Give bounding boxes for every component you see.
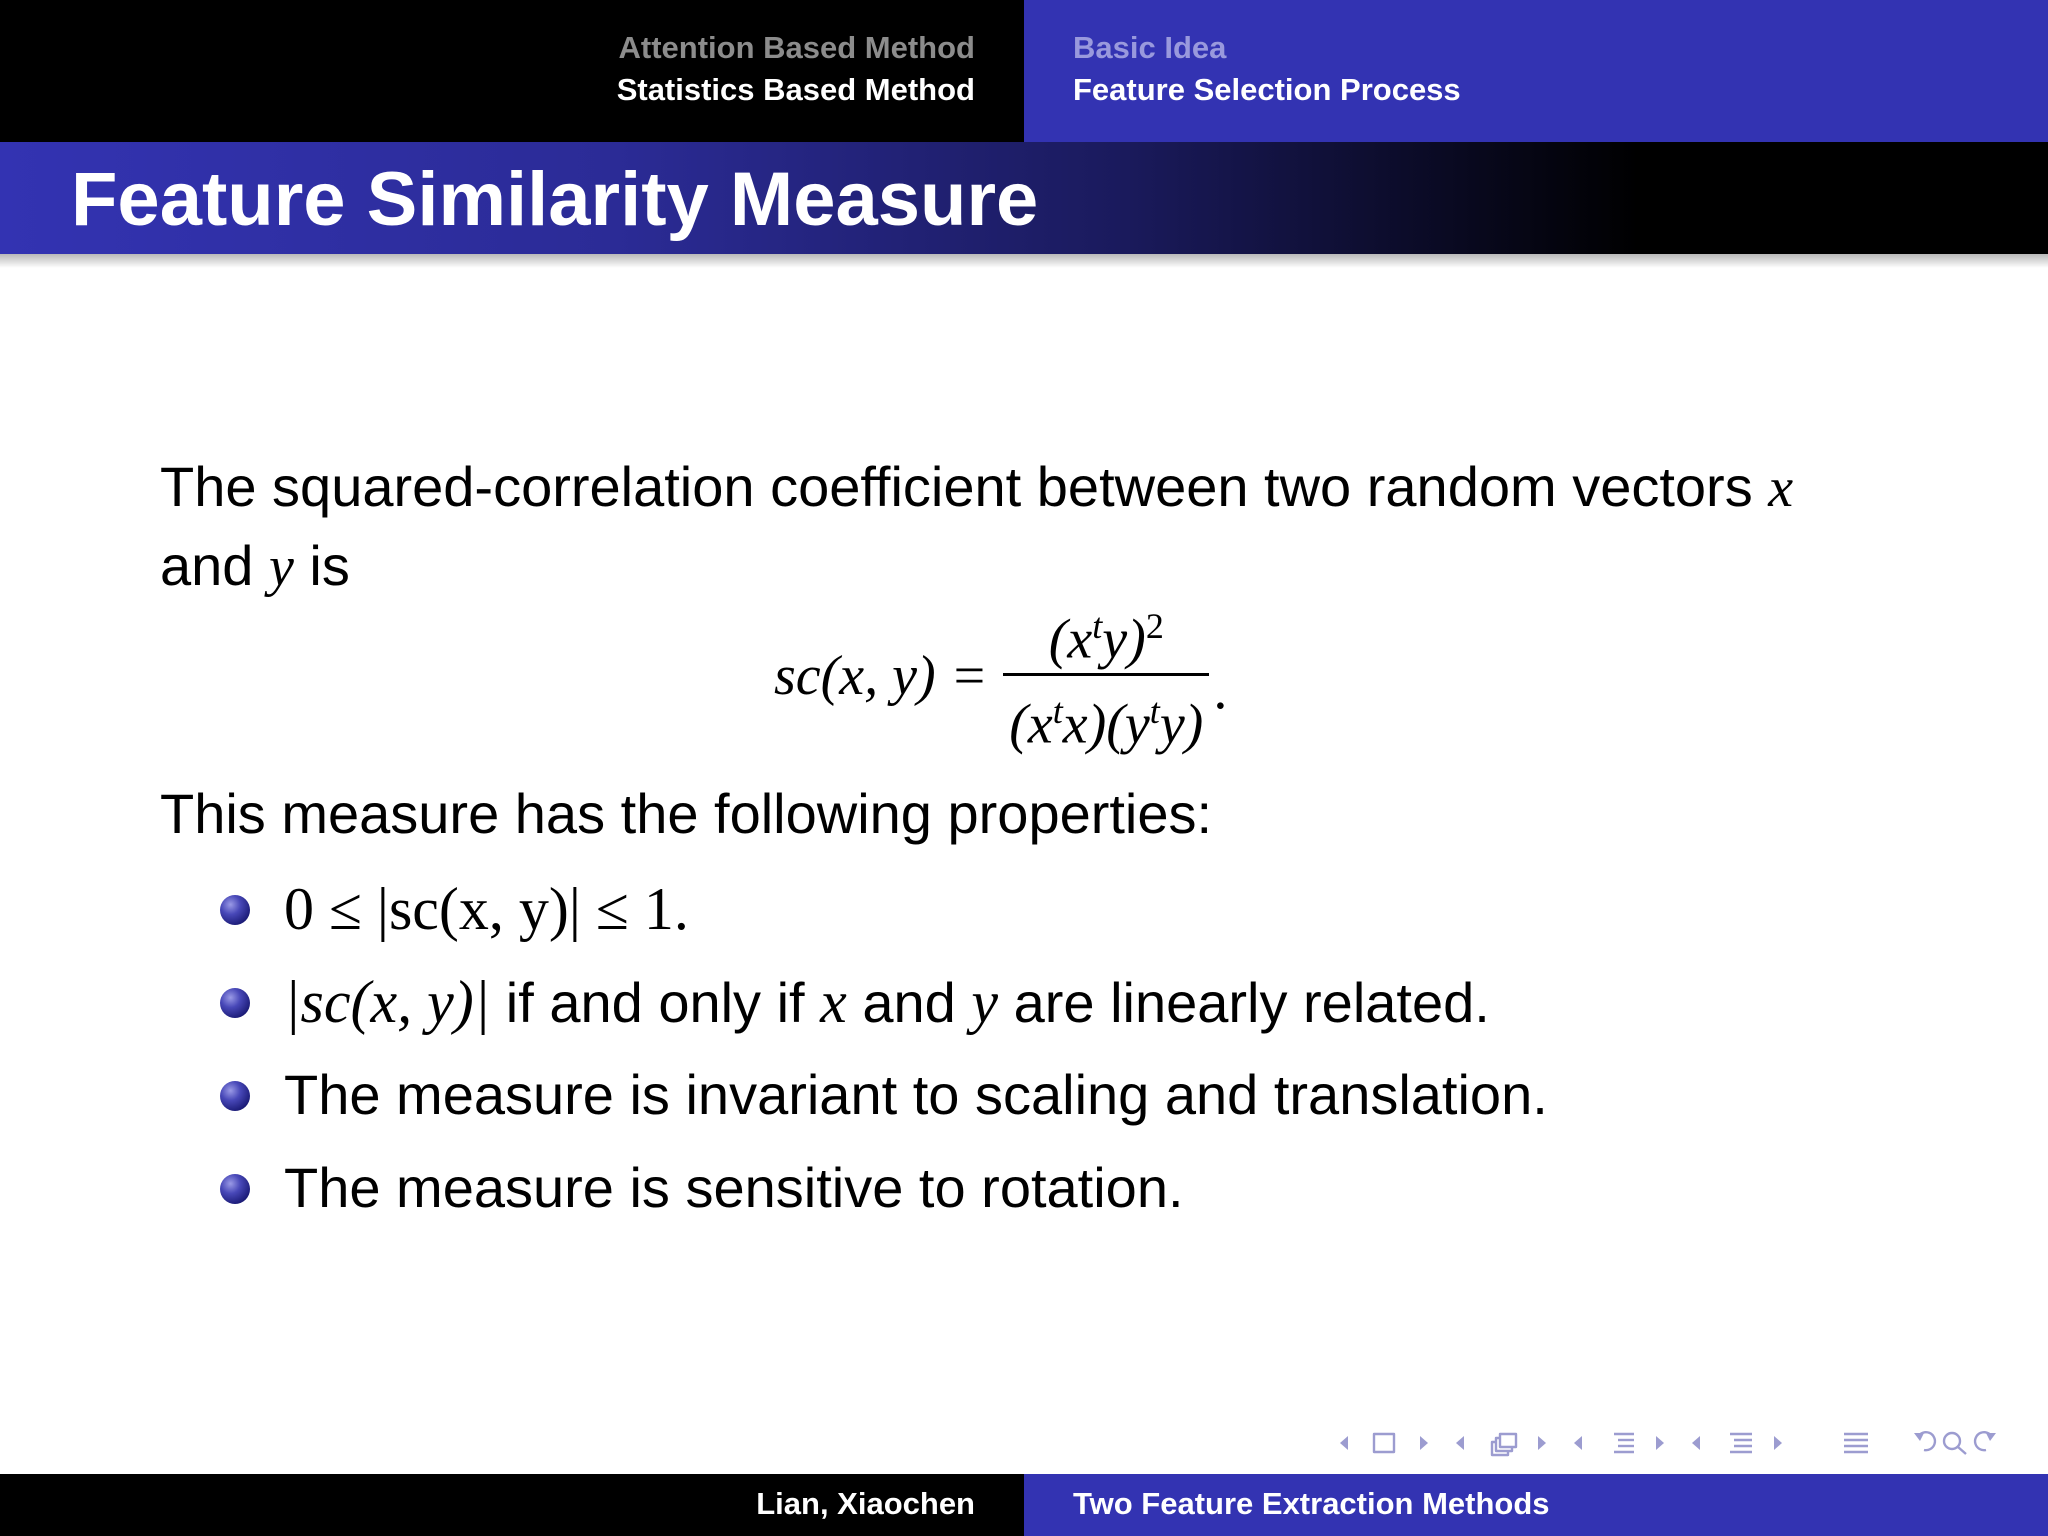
intro-text-2: and xyxy=(160,534,269,597)
intro-var-x: x xyxy=(1768,457,1794,519)
arrow-left-icon[interactable] xyxy=(1340,1436,1348,1450)
bullet-text: if and only if xyxy=(490,971,821,1034)
formula-numerator xyxy=(1041,593,1172,673)
redo-icon[interactable] xyxy=(1975,1432,1996,1450)
frame-icon[interactable] xyxy=(1374,1434,1394,1452)
den-sup-t1: t xyxy=(1052,690,1063,731)
arrow-left-icon[interactable] xyxy=(1692,1436,1700,1450)
appendix-icon[interactable] xyxy=(1844,1434,1868,1452)
num-part-b: y) xyxy=(1102,608,1146,671)
sc-formula xyxy=(774,596,1227,756)
bullet-math-abs: |sc(x, y)| xyxy=(284,969,491,1035)
bullet-text: The measure is invariant to scaling and translation. xyxy=(284,1063,1548,1126)
formula-lhs: sc(x, y) xyxy=(774,645,936,707)
nav-subsections xyxy=(1024,0,2048,142)
list-item xyxy=(218,1153,1548,1246)
bullet-math-range: 0 ≤ |sc(x, y)| ≤ 1. xyxy=(284,876,689,942)
intro-text-3: is xyxy=(293,534,350,597)
search-icon[interactable] xyxy=(1944,1433,1966,1454)
arrow-right-icon[interactable] xyxy=(1538,1436,1546,1450)
bullet-var-x: x xyxy=(820,969,847,1035)
nav-subsection-basic-idea[interactable]: Basic Idea xyxy=(1073,30,1227,65)
list-item xyxy=(218,874,1548,967)
arrow-left-icon[interactable] xyxy=(1456,1436,1464,1450)
formula-denominator xyxy=(1003,676,1209,760)
den-part-b: x)(y xyxy=(1062,693,1150,756)
list-item xyxy=(218,967,1548,1060)
nav-sections xyxy=(0,0,1024,142)
den-part-a: (x xyxy=(1009,693,1053,756)
subsection-icon[interactable] xyxy=(1492,1434,1516,1455)
document-icon[interactable] xyxy=(1730,1434,1752,1452)
bullet-text: The measure is sensitive to rotation. xyxy=(284,1156,1184,1219)
frame-title-bar xyxy=(0,142,2048,254)
properties-list xyxy=(218,874,1548,1246)
bullet-text: and xyxy=(846,971,972,1034)
undo-icon[interactable] xyxy=(1914,1432,1935,1450)
num-sup-2: 2 xyxy=(1145,605,1164,646)
list-item xyxy=(218,1060,1548,1153)
formula-equals: = xyxy=(953,645,986,707)
bullet-var-y: y xyxy=(971,969,999,1035)
num-part-a: (x xyxy=(1048,608,1093,671)
arrow-right-icon[interactable] xyxy=(1774,1436,1782,1450)
footer-left xyxy=(0,1474,1024,1536)
nav-section-attention[interactable]: Attention Based Method xyxy=(618,30,975,65)
den-sup-t2: t xyxy=(1149,690,1160,731)
den-part-c: y) xyxy=(1159,693,1204,756)
arrow-left-icon[interactable] xyxy=(1574,1436,1582,1450)
nav-subsection-feature-selection[interactable]: Feature Selection Process xyxy=(1073,72,1461,107)
bullet-ball-icon xyxy=(220,1081,250,1111)
intro-text-1: The squared-correlation coefficient between two random vectors xyxy=(160,455,1769,518)
footer-author: Lian, Xiaochen xyxy=(756,1486,975,1521)
title-shadow xyxy=(0,254,2048,268)
bullet-ball-icon xyxy=(220,1174,250,1204)
footer xyxy=(0,1474,2048,1536)
arrow-right-icon[interactable] xyxy=(1420,1436,1428,1450)
intro-paragraph xyxy=(160,448,1793,606)
arrow-right-icon[interactable] xyxy=(1656,1436,1664,1450)
bullet-ball-icon xyxy=(220,895,250,925)
bullet-ball-icon xyxy=(220,988,250,1018)
intro-var-y: y xyxy=(269,536,294,598)
frame-title: Feature Similarity Measure xyxy=(71,157,1039,242)
footer-right xyxy=(1024,1474,2048,1536)
properties-heading: This measure has the following properties: xyxy=(160,782,1213,845)
formula-fraction xyxy=(1003,593,1209,759)
navigation-symbols xyxy=(1334,1423,2048,1463)
nav-section-statistics[interactable]: Statistics Based Method xyxy=(616,72,975,107)
section-icon[interactable] xyxy=(1614,1434,1634,1452)
bullet-text: are linearly related. xyxy=(998,971,1490,1034)
num-sup-t: t xyxy=(1092,605,1103,646)
header-navigation xyxy=(0,0,2048,142)
navigation-symbols-svg xyxy=(1334,1423,2048,1463)
formula-period: . xyxy=(1213,659,1228,721)
footer-talk-title: Two Feature Extraction Methods xyxy=(1073,1486,1550,1521)
